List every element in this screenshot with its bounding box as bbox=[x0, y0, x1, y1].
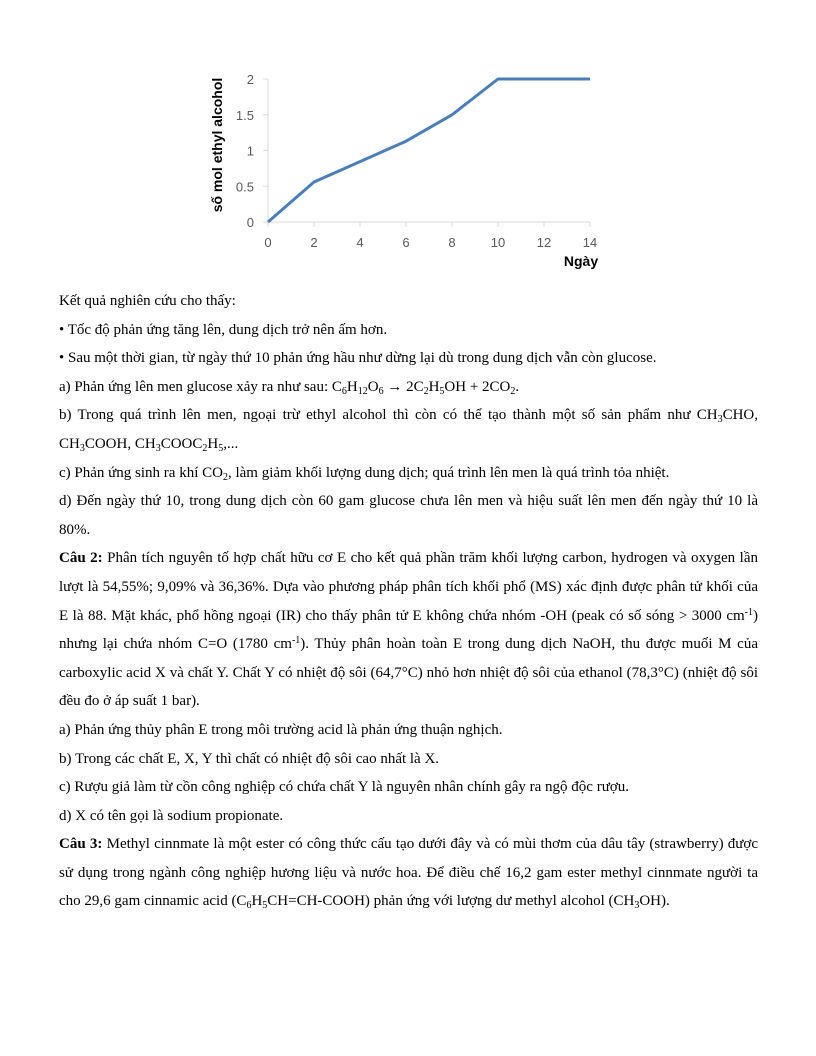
ethanol-series-line bbox=[268, 79, 590, 222]
y-axis-title: số mol ethyl alcohol bbox=[209, 77, 225, 213]
y-tick-label: 2 bbox=[246, 72, 254, 87]
statement-1b: b) Trong quá trình lên men, ngoại trừ ethyl alcohol thì còn có thể tạo thành một số sản phẩm như $CH_3CHO$, $CH_3COOH$, $CH_3COOC_2H_5$,... bbox=[59, 407, 758, 454]
intro-line: Kết quả nghiên cứu cho thấy: bbox=[59, 293, 236, 309]
x-tick-label: 0 bbox=[264, 235, 272, 250]
y-tick-label: 0 bbox=[246, 215, 254, 230]
x-tick-label: 12 bbox=[536, 235, 552, 250]
x-tick-label: 10 bbox=[490, 235, 506, 250]
x-tick-label: 14 bbox=[582, 235, 598, 250]
statement-1c: c) Phản ứng sinh ra khí $CO_2$, làm giảm khối lượng dung dịch; quá trình lên men là quá trình tỏa nhiệt. bbox=[59, 464, 670, 483]
ethanol-chart bbox=[200, 64, 620, 274]
statement-2a: a) Phản ứng thủy phân E trong môi trường acid là phản ứng thuận nghịch. bbox=[59, 721, 503, 738]
bullet-1: • Tốc độ phản ứng tăng lên, dung dịch trở nên ấm hơn. bbox=[59, 321, 388, 338]
y-tick-label: 1 bbox=[246, 143, 254, 159]
statement-2d: d) X có tên gọi là sodium propionate. bbox=[59, 807, 284, 824]
statement-1d: d) Đến ngày thứ 10, trong dung dịch còn 60 gam glucose chưa lên men và hiệu suất lên men đến ngày thứ 10 là 80%. bbox=[59, 493, 758, 538]
question-3: Câu 3: Methyl cinnmate là một ester có công thức cấu tạo dưới đây và có mùi thơm của dâu tây (strawberry) được sử dụng trong ngành công nghiệp hương liệu và nước hoa. Để điều chế 16,2 gam ester methyl cinnmate người ta cho 29,6 gam cinnamic acid $(C_6H_5CH=CH-COOH)$ phản ứng với lượng dư methyl alcohol $(CH_3OH)$. bbox=[59, 836, 758, 912]
y-tick-label: 1.5 bbox=[235, 107, 254, 123]
x-tick-label: 6 bbox=[402, 235, 410, 250]
x-tick-label: 4 bbox=[356, 235, 364, 250]
bullet-2: • Sau một thời gian, từ ngày thứ 10 phản ứng hầu như dừng lại dù trong dung dịch vẫn còn glucose. bbox=[59, 350, 657, 367]
statement-2c: c) Rượu giả làm từ cồn công nghiệp có chứa chất Y là nguyên nhân chính gây ra ngộ độc rượu. bbox=[59, 779, 630, 796]
x-axis-title: Ngày bbox=[563, 253, 599, 269]
question-2: Câu 2: Phân tích nguyên tố hợp chất hữu cơ E cho kết quả phần trăm khối lượng carbon, hydrogen và oxygen lần lượt là 54,55%; 9,09% và 36,36%. Dựa vào phương pháp phân tích khối phổ (MS) xác định được phân tử khối của E là 88. Mặt khác, phổ hồng ngoại (IR) cho thấy phân tử E không chứa nhóm -OH (peak có số sóng > 3000 $cm^{-1}$) nhưng lại chứa nhóm C=O (1780 $cm^{-1}$). Thủy phân hoàn toàn E trong dung dịch NaOH, thu được muối M của carboxylic acid X và chất Y. Chất Y có nhiệt độ sôi (64,7°C) nhỏ hơn nhiệt độ sôi của ethanol (78,3°C) (nhiệt độ sôi đều đo ở áp suất 1 bar). bbox=[59, 550, 758, 710]
statement-1a: a) Phản ứng lên men glucose xảy ra như sau: $C_6H_{12}O_6 \to 2C_2H_5OH + 2CO_2$. bbox=[59, 378, 520, 397]
x-tick-label: 8 bbox=[448, 235, 456, 250]
document-body bbox=[59, 287, 758, 916]
y-tick-label: 0.5 bbox=[235, 179, 254, 195]
x-tick-label: 2 bbox=[310, 235, 318, 250]
statement-2b: b) Trong các chất E, X, Y thì chất có nhiệt độ sôi cao nhất là X. bbox=[59, 750, 440, 767]
